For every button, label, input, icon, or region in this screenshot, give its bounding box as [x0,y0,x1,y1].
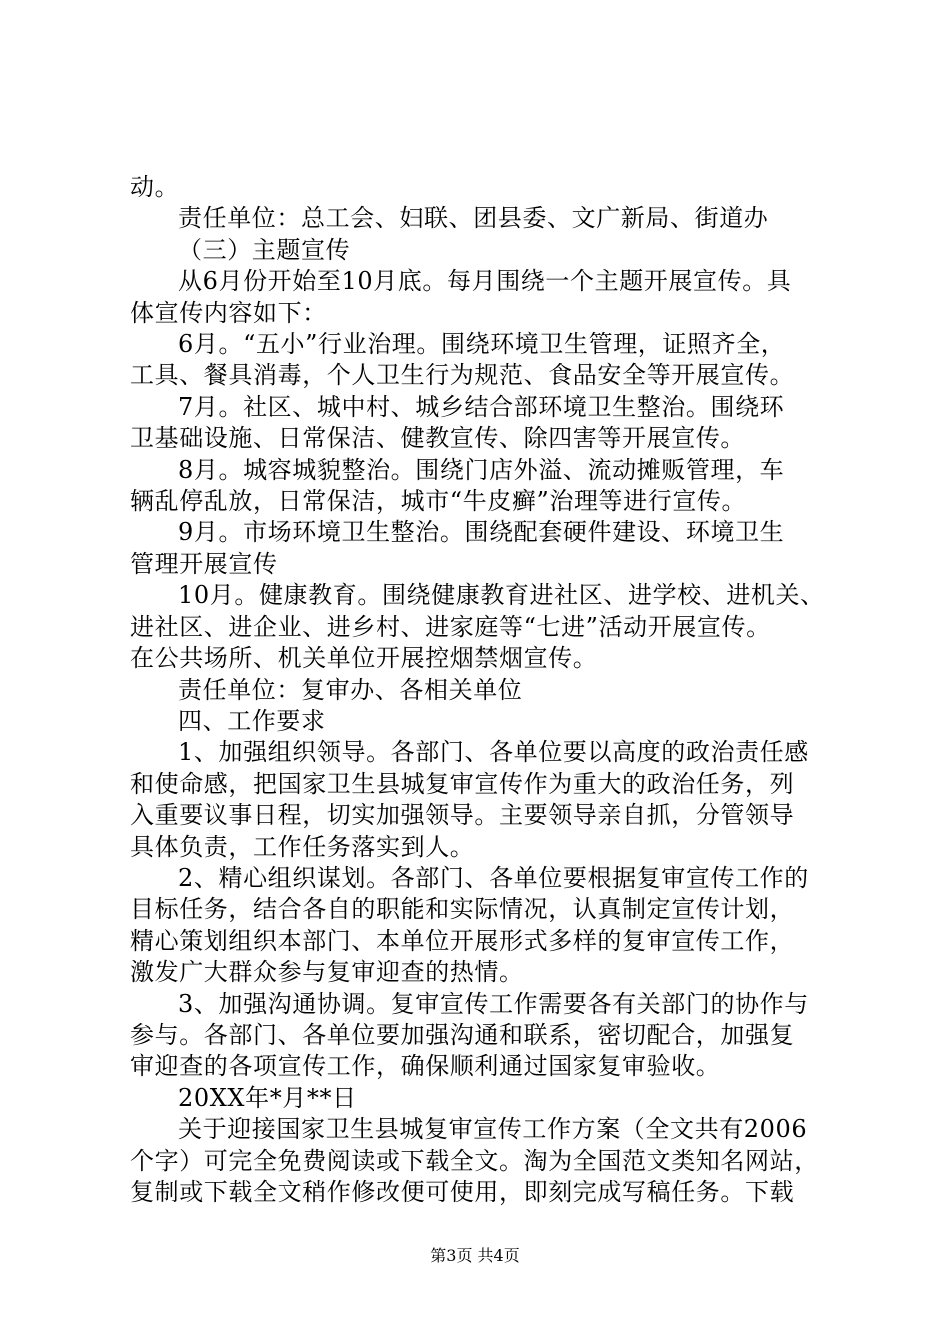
text-line: 具体负责，工作任务落实到人。 [130,832,475,861]
text-line: 关于迎接国家卫生县城复审宣传工作方案（全文共有2006 [178,1115,808,1144]
text-line: 精心策划组织本部门、本单位开展形式多样的复审宣传工作， [130,926,795,955]
text-line: 3、加强沟通协调。复审宣传工作需要各有关部门的协作与 [178,989,809,1018]
text-line: 个字）可完全免费阅读或下载全文。淘为全国范文类知名网站， [130,1146,819,1175]
text-line: 辆乱停乱放，日常保洁，城市“牛皮癣”治理等进行宣传。 [130,487,747,516]
text-line: 卫基础设施、日常保洁、健教宣传、除四害等开展宣传。 [130,424,745,453]
text-line: 责任单位：总工会、妇联、团县委、文广新局、街道办 [178,204,769,233]
text-line: 体宣传内容如下： [130,298,327,327]
text-line: 责任单位：复审办、各相关单位 [178,675,523,704]
text-line: （三）主题宣传 [178,235,351,264]
page-footer: 第3页 共4页 [430,1246,520,1265]
text-line: 入重要议事日程，切实加强领导。主要领导亲自抓，分管领导 [130,801,795,830]
text-line: 20XX年*月**日 [178,1083,357,1112]
text-line: 激发广大群众参与复审迎查的热情。 [130,958,524,987]
text-line: 参与。各部门、各单位要加强沟通和联系，密切配合，加强复 [130,1020,795,1049]
text-line: 在公共场所、机关单位开展控烟禁烟宣传。 [130,644,598,673]
text-line: 1、加强组织领导。各部门、各单位要以高度的政治责任感 [178,738,809,767]
text-line: 7月。社区、城中村、城乡结合部环境卫生整治。围绕环 [178,392,785,421]
text-line: 审迎查的各项宣传工作，确保顺利通过国家复审验收。 [130,1052,721,1081]
text-line: 10月。健康教育。围绕健康教育进社区、进学校、进机关、 [178,581,825,610]
text-line: 进社区、进企业、进乡村、进家庭等“七进”活动开展宣传。 [130,612,771,641]
text-line: 和使命感，把国家卫生县城复审宣传作为重大的政治任务，列 [130,769,795,798]
document-body [130,172,830,1208]
text-line: 8月。城容城貌整治。围绕门店外溢、流动摊贩管理，车 [178,455,785,484]
text-line: 2、精心组织谋划。各部门、各单位要根据复审宣传工作的 [178,863,809,892]
text-line: 复制或下载全文稍作修改便可使用，即刻完成写稿任务。下载 [130,1178,795,1206]
text-line: 9月。市场环境卫生整治。围绕配套硬件建设、环境卫生 [178,518,785,547]
text-line: 6月。“五小”行业治理。围绕环境卫生管理，证照齐全， [178,330,786,359]
text-line: 管理开展宣传 [130,549,278,578]
text-line: 工具、餐具消毒，个人卫生行为规范、食品安全等开展宣传。 [130,361,795,390]
text-line: 目标任务，结合各自的职能和实际情况，认真制定宣传计划， [130,895,795,924]
text-line: 从6月份开始至10月底。每月围绕一个主题开展宣传。具 [178,267,792,296]
text-line: 动。 [130,173,180,201]
text-line: 四、工作要求 [178,706,326,735]
